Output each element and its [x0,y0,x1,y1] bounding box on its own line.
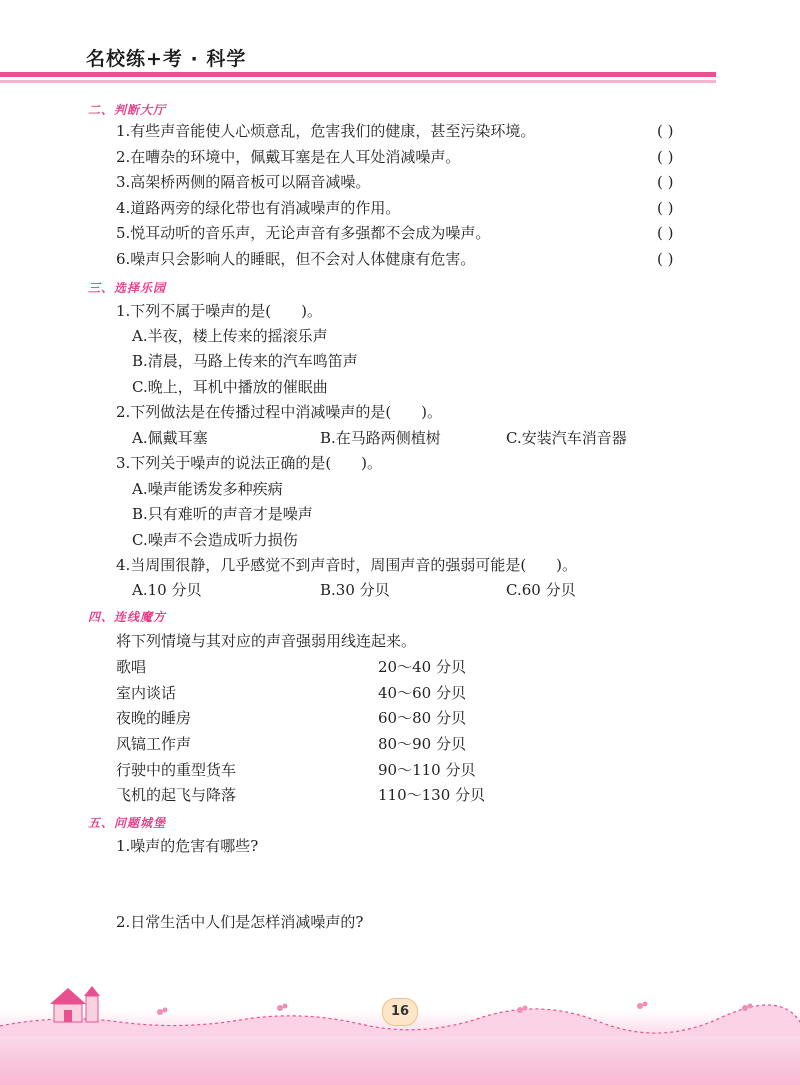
answer-blank[interactable]: ( ) [657,148,674,166]
page-header-title: 名校练+考 · 科学 [86,48,247,70]
answer-blank[interactable]: ( ) [657,173,674,191]
option-a[interactable]: A.半夜，楼上传来的摇滚乐声 [132,327,328,345]
question-stem: 2.下列做法是在传播过程中消减噪声的是( )。 [116,403,443,421]
section-title-matching: 四、连线魔方 [88,610,167,624]
open-question-2: 2.日常生活中人们是怎样消减噪声的? [116,913,364,931]
question-stem: 3.下列关于噪声的说法正确的是( )。 [116,454,383,472]
judge-item: 6.噪声只会影响人的睡眠，但不会对人体健康有危害。 [116,250,476,268]
option-b[interactable]: B.清晨，马路上传来的汽车鸣笛声 [132,352,358,370]
house-icon [44,982,104,1026]
option-b[interactable]: B.只有难听的声音才是噪声 [132,505,313,523]
matching-right-item[interactable]: 40～60 分贝 [378,684,466,702]
answer-blank[interactable]: ( ) [657,199,674,217]
matching-left-item[interactable]: 飞机的起飞与降落 [116,786,237,804]
matching-instruction: 将下列情境与其对应的声音强弱用线连起来。 [116,632,417,650]
page-number: 16 [382,998,418,1026]
matching-right-item[interactable]: 60～80 分贝 [378,709,466,727]
option-c[interactable]: C.噪声不会造成听力损伤 [132,531,298,549]
option-b[interactable]: B.在马路两侧植树 [320,429,441,447]
header-bar-light [0,80,716,83]
section-title-judge: 二、判断大厅 [88,103,167,117]
matching-right-item[interactable]: 90～110 分贝 [378,761,476,779]
answer-blank[interactable]: ( ) [657,224,674,242]
judge-item: 1.有些声音能使人心烦意乱，危害我们的健康，甚至污染环境。 [116,122,536,140]
judge-item: 5.悦耳动听的音乐声，无论声音有多强都不会成为噪声。 [116,224,491,242]
matching-left-item[interactable]: 歌唱 [116,658,147,676]
open-question-1: 1.噪声的危害有哪些? [116,837,259,855]
matching-right-item[interactable]: 80～90 分贝 [378,735,466,753]
option-c[interactable]: C.晚上，耳机中播放的催眠曲 [132,378,328,396]
matching-left-item[interactable]: 行驶中的重型货车 [116,761,237,779]
matching-left-item[interactable]: 室内谈话 [116,684,177,702]
option-b[interactable]: B.30 分贝 [320,581,390,599]
answer-blank[interactable]: ( ) [657,122,674,140]
option-c[interactable]: C.安装汽车消音器 [506,429,627,447]
judge-item: 3.高架桥两侧的隔音板可以隔音减噪。 [116,173,371,191]
judge-item: 2.在嘈杂的环境中，佩戴耳塞是在人耳处消减噪声。 [116,148,461,166]
matching-right-item[interactable]: 20～40 分贝 [378,658,466,676]
matching-left-item[interactable]: 夜晚的睡房 [116,709,192,727]
answer-blank[interactable]: ( ) [657,250,674,268]
option-a[interactable]: A.噪声能诱发多种疾病 [132,480,283,498]
judge-item: 4.道路两旁的绿化带也有消减噪声的作用。 [116,199,401,217]
section-title-questions: 五、问题城堡 [88,816,167,830]
matching-left-item[interactable]: 风镐工作声 [116,735,192,753]
section-title-choice: 三、选择乐园 [88,281,167,295]
matching-right-item[interactable]: 110～130 分贝 [378,786,486,804]
option-c[interactable]: C.60 分贝 [506,581,576,599]
option-a[interactable]: A.10 分贝 [132,581,202,599]
question-stem: 1.下列不属于噪声的是( )。 [116,302,323,320]
question-stem: 4.当周围很静，几乎感觉不到声音时，周围声音的强弱可能是( )。 [116,556,578,574]
header-bar [0,72,716,77]
option-a[interactable]: A.佩戴耳塞 [132,429,208,447]
